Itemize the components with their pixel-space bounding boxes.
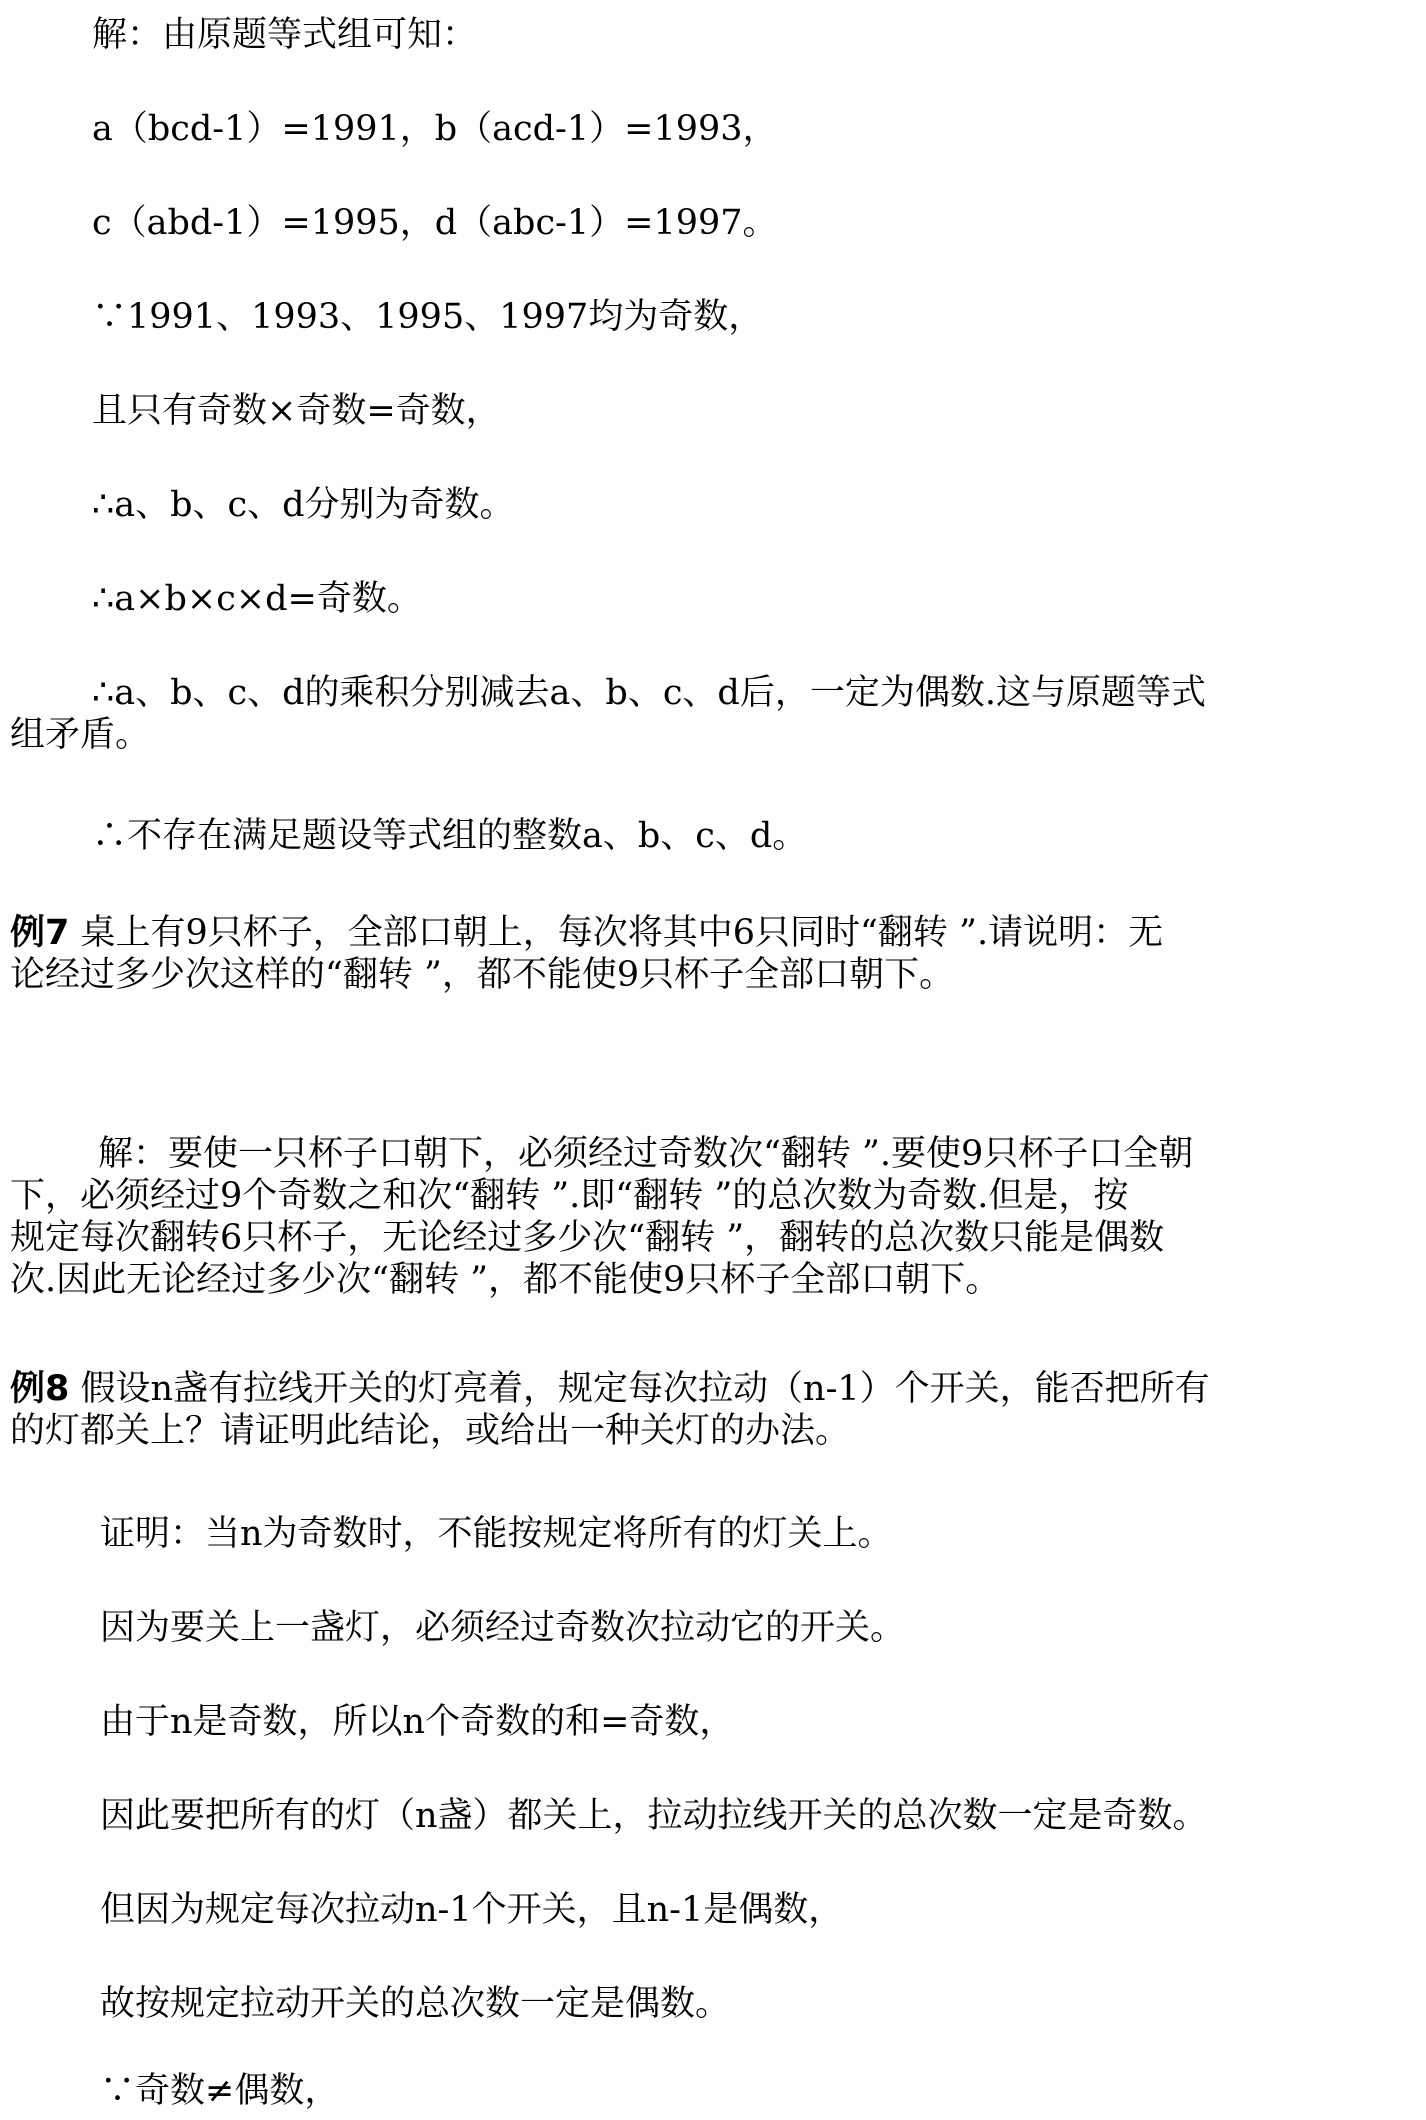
example-8-label: 例8: [10, 1369, 70, 1409]
solution-line: a（bcd-1）=1991，b（acd-1）=1993，: [92, 109, 778, 149]
example-8-proof-line: 证明：当n为奇数时，不能按规定将所有的灯关上。: [100, 1514, 893, 1554]
example-8-proof-line: ∵奇数≠偶数，: [100, 2071, 340, 2111]
example-8-proof-line: 由于n是奇数，所以n个奇数的和=奇数，: [100, 1702, 735, 1742]
solution-paragraph-line: ∴a、b、c、d的乘积分别减去a、b、c、d后，一定为偶数.这与原题等式: [92, 673, 1206, 713]
solution-line: ∵1991、1993、1995、1997均为奇数，: [92, 297, 764, 337]
example-7-statement: [10, 912, 1163, 954]
example-7-solution-line: 规定每次翻转6只杯子，无论经过多少次“翻转 ”，翻转的总次数只能是偶数: [10, 1218, 1165, 1258]
example-8-statement: [10, 1368, 1210, 1410]
example-8-text: 假设n盏有拉线开关的灯亮着，规定每次拉动（n-1）个开关，能否把所有: [80, 1369, 1210, 1409]
example-7-label: 例7: [10, 913, 70, 953]
example-8-proof-line: 但因为规定每次拉动n-1个开关，且n-1是偶数，: [100, 1890, 844, 1930]
example-8-proof-line: 故按规定拉动开关的总次数一定是偶数。: [100, 1984, 731, 2024]
example-8-statement-line: 的灯都关上？请证明此结论，或给出一种关灯的办法。: [10, 1411, 851, 1451]
example-8-proof-line: 因为要关上一盏灯，必须经过奇数次拉动它的开关。: [100, 1608, 906, 1648]
solution-line: 且只有奇数×奇数=奇数，: [92, 391, 501, 431]
example-7-solution-line: 次.因此无论经过多少次“翻转 ”，都不能使9只杯子全部口朝下。: [10, 1260, 1001, 1300]
example-8-proof-line: 因此要把所有的灯（n盏）都关上，拉动拉线开关的总次数一定是奇数。: [100, 1796, 1208, 1836]
example-7-solution-line: 解：要使一只杯子口朝下，必须经过奇数次“翻转 ”.要使9只杯子口全朝: [98, 1134, 1194, 1174]
solution-line: ∴a×b×c×d=奇数。: [92, 579, 422, 619]
solution-conclusion: ∴不存在满足题设等式组的整数a、b、c、d。: [92, 816, 808, 856]
example-7-text: 桌上有9只杯子，全部口朝上，每次将其中6只同时“翻转 ”.请说明：无: [80, 913, 1164, 953]
solution-line: c（abd-1）=1995，d（abc-1）=1997。: [92, 203, 778, 243]
solution-paragraph-line: 组矛盾。: [10, 715, 151, 755]
example-7-statement-line: 论经过多少次这样的“翻转 ”，都不能使9只杯子全部口朝下。: [10, 955, 955, 995]
solution-line: 解：由原题等式组可知：: [92, 15, 478, 55]
solution-line: ∴a、b、c、d分别为奇数。: [92, 485, 515, 525]
example-7-solution-line: 下，必须经过9个奇数之和次“翻转 ”.即“翻转 ”的总次数为奇数.但是，按: [10, 1176, 1129, 1216]
